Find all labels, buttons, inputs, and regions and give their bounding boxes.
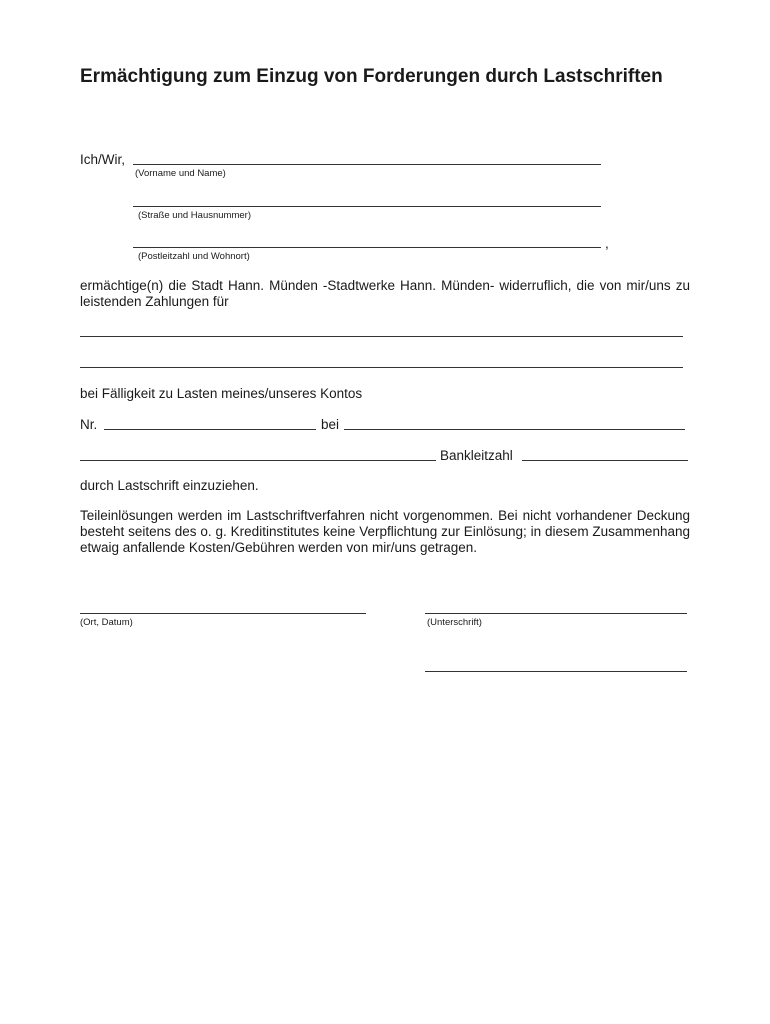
city-field-line[interactable] (133, 247, 601, 248)
account-number-label: Nr. (80, 417, 98, 432)
purpose-line-1[interactable] (80, 336, 683, 337)
street-field-line[interactable] (133, 206, 601, 207)
signature-caption: (Unterschrift) (427, 617, 482, 628)
bank-code-label: Bankleitzahl (440, 448, 513, 463)
city-caption: (Postleitzahl und Wohnort) (138, 251, 250, 262)
account-intro: bei Fälligkeit zu Lasten meines/unseres Kontos (80, 386, 363, 401)
signature-line[interactable] (425, 613, 687, 614)
street-caption: (Straße und Hausnummer) (138, 210, 251, 221)
purpose-line-2[interactable] (80, 367, 683, 368)
bank-name-line[interactable] (344, 429, 685, 430)
name-caption: (Vorname und Name) (135, 168, 226, 179)
account-outro: durch Lastschrift einzuziehen. (80, 478, 259, 493)
place-date-caption: (Ort, Datum) (80, 617, 133, 628)
partial-payment-notice: Teileinlösungen werden im Lastschriftverfahren nicht vorgenommen. Bei nicht vorhandener Deckung besteht seitens des o. g. Kreditinstitutes keine Verpflichtung zur Einlösung; in diesem Zusammenhang etwaig anfallende Kosten/Gebühren werden von mir/uns getragen. (80, 508, 690, 555)
authorization-text: ermächtige(n) die Stadt Hann. Münden -Stadtwerke Hann. Münden- widerruflich, die von mir/uns zu leistenden Zahlungen für (80, 278, 690, 309)
debtor-label: Ich/Wir, (80, 152, 126, 167)
bank-label: bei (321, 417, 340, 432)
place-date-line[interactable] (80, 613, 366, 614)
city-suffix: , (605, 236, 609, 251)
name-field-line[interactable] (133, 164, 601, 165)
bank-code-line[interactable] (522, 460, 688, 461)
document-title: Ermächtigung zum Einzug von Forderungen durch Lastschriften (80, 66, 663, 87)
second-signature-line[interactable] (425, 671, 687, 672)
account-number-line[interactable] (104, 429, 316, 430)
bank-detail-line[interactable] (80, 460, 436, 461)
